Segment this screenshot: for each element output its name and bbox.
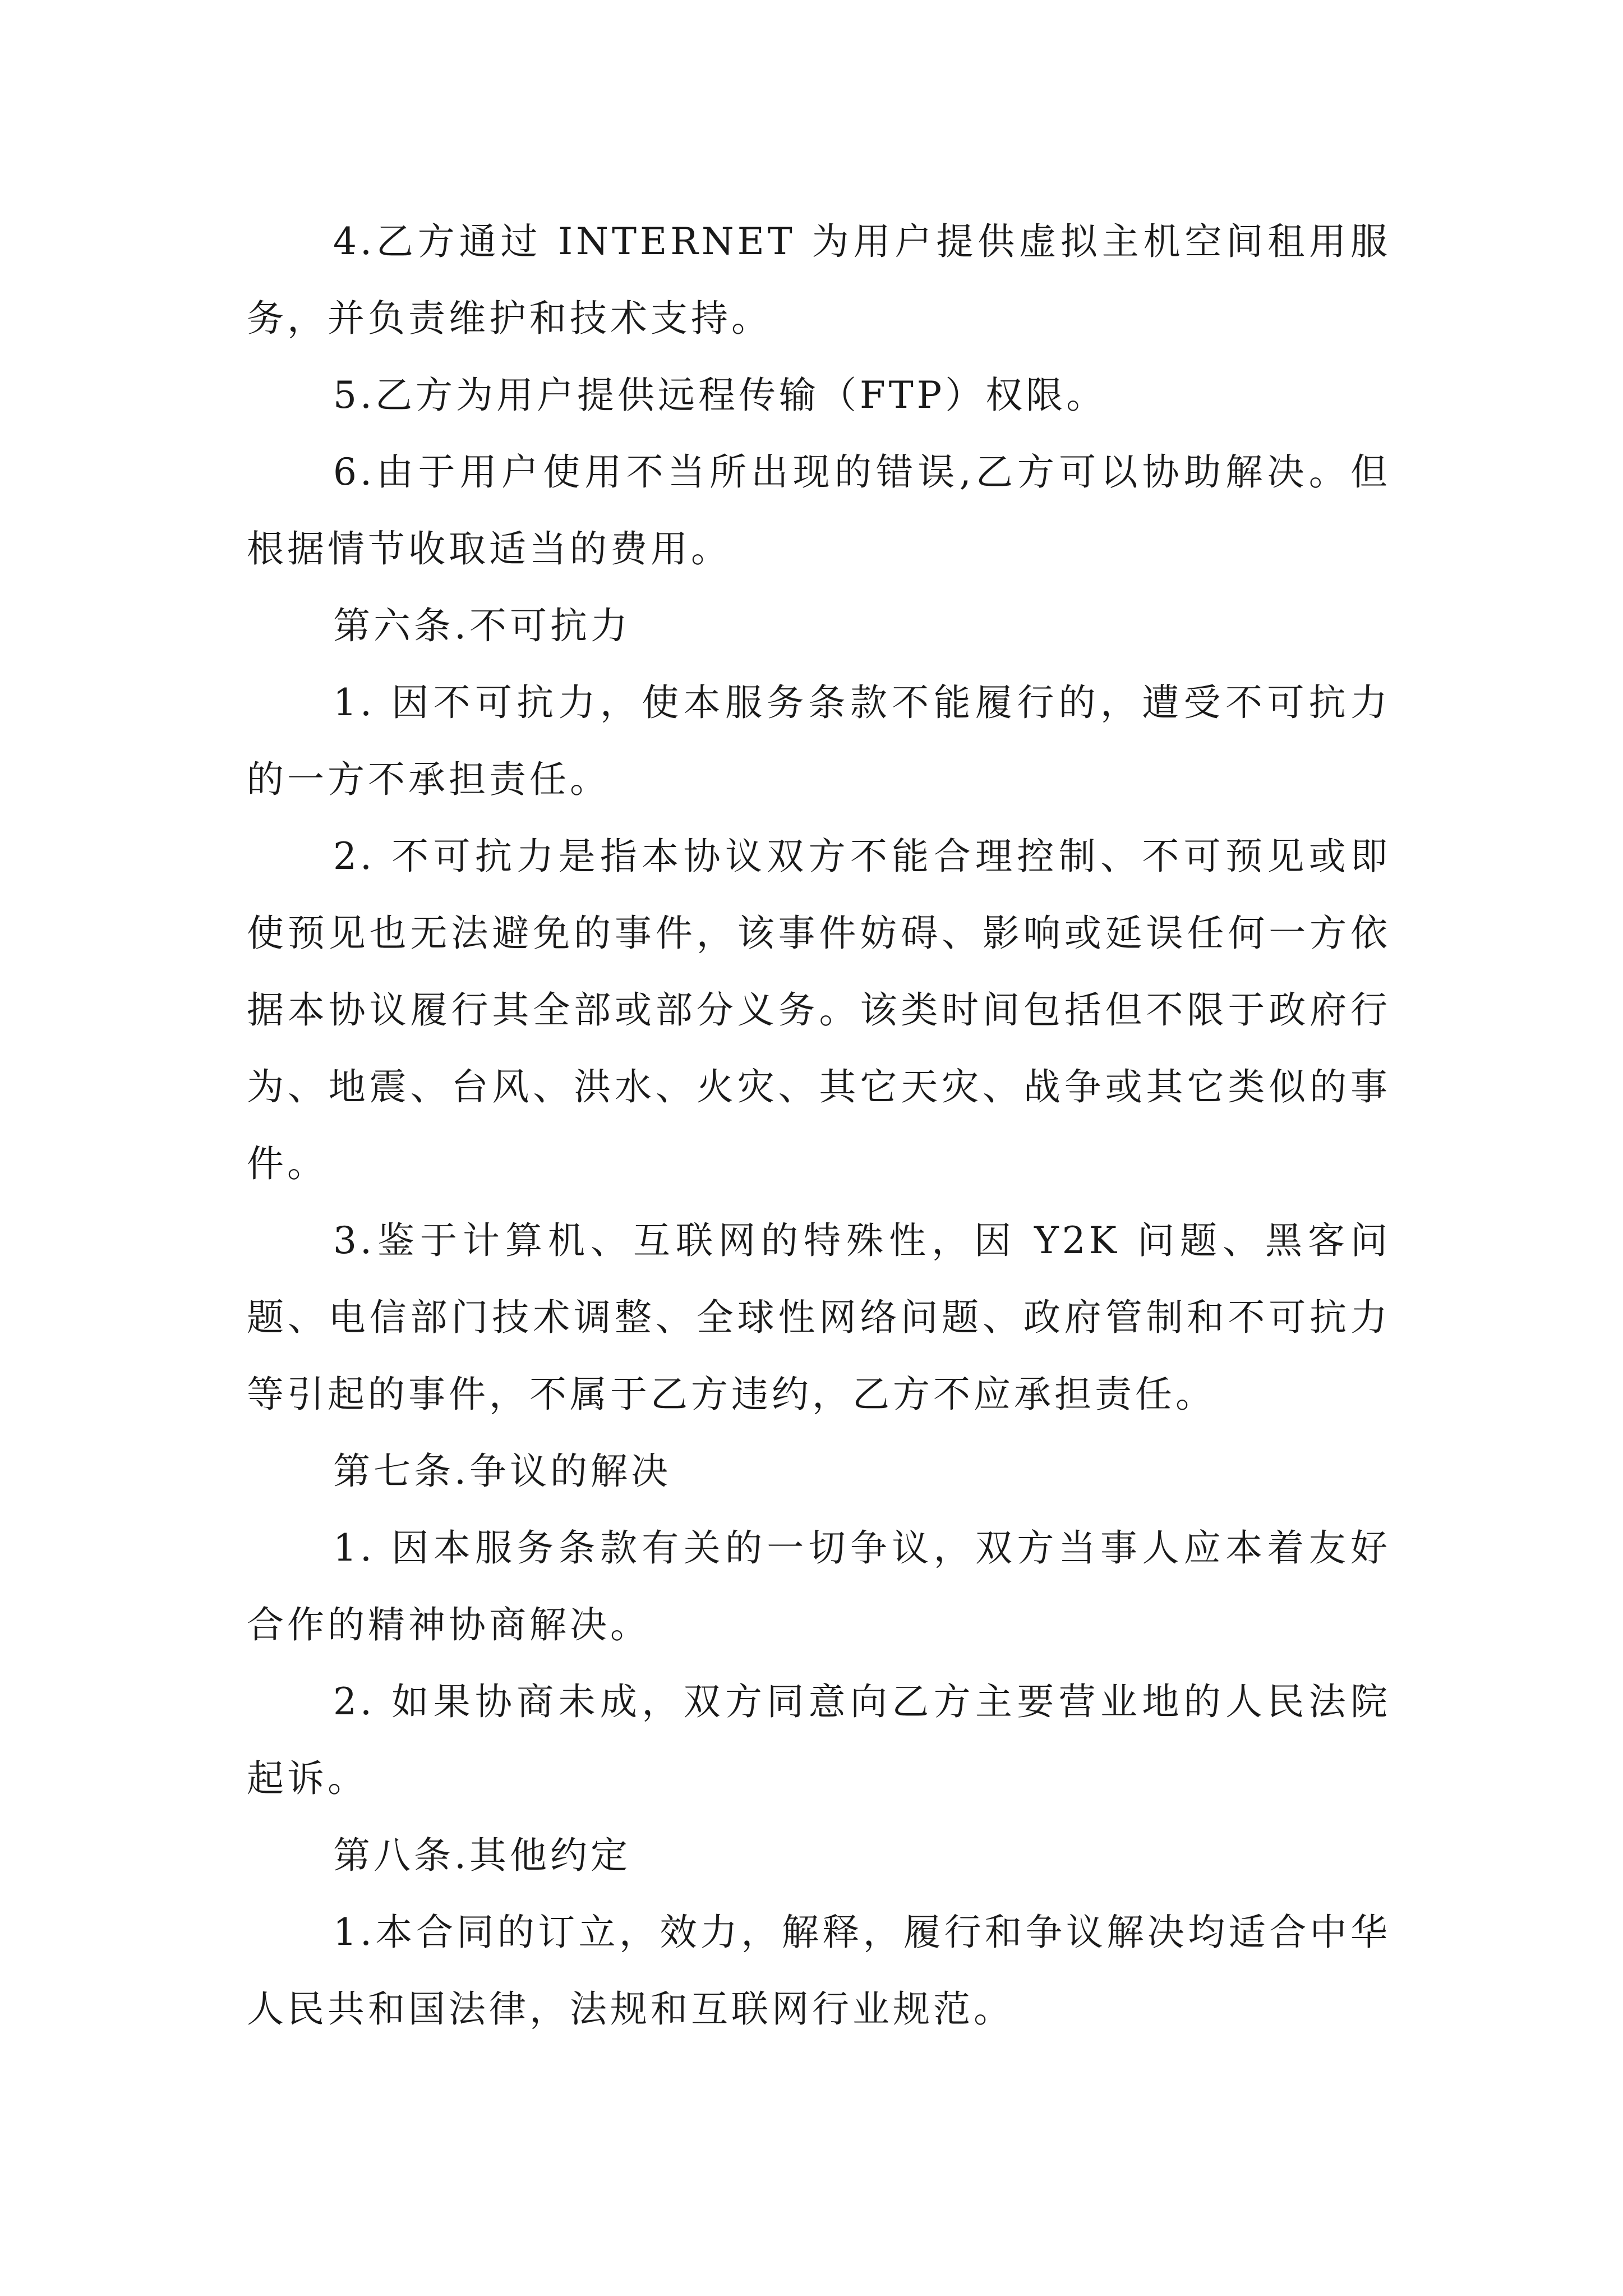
- dispute-clause-1: 1. 因本服务条款有关的一切争议，双方当事人应本着友好合作的精神协商解决。: [247, 1526, 1391, 1646]
- other-terms-clause-1: 1.本合同的订立，效力，解释，履行和争议解决均适合中华人民共和国法律，法规和互联网行业规范。: [247, 1911, 1391, 2031]
- dispute-clause-2: 2. 如果协商未成，双方同意向乙方主要营业地的人民法院起诉。: [247, 1680, 1391, 1800]
- document-body: [247, 203, 1391, 2047]
- force-majeure-clause-3: 3.鉴于计算机、互联网的特殊性，因 Y2K 问题、黑客问题、电信部门技术调整、全球性网络问题、政府管制和不可抗力等引起的事件，不属于乙方违约，乙方不应承担责任。: [247, 1219, 1391, 1416]
- force-majeure-clause-1: 1. 因不可抗力，使本服务条款不能履行的，遭受不可抗力的一方不承担责任。: [247, 681, 1391, 801]
- clause-5-ftp-access: 5.乙方为用户提供远程传输（FTP）权限。: [333, 374, 1107, 417]
- section-heading-dispute-resolution: 第七条.争议的解决: [333, 1450, 671, 1493]
- force-majeure-clause-2: 2. 不可抗力是指本协议双方不能合理控制、不可预见或即使预见也无法避免的事件，该事件妨碍、影响或延误任何一方依据本协议履行其全部或部分义务。该类时间包括但不限于政府行为、地震、台风、洪水、火灾、其它天灾、战争或其它类似的事件。: [247, 835, 1391, 1185]
- section-heading-force-majeure: 第六条.不可抗力: [333, 604, 631, 647]
- clause-6-user-error: 6.由于用户使用不当所出现的错误,乙方可以协助解决。但根据情节收取适当的费用。: [247, 450, 1391, 570]
- clause-4-virtual-hosting: 4.乙方通过 INTERNET 为用户提供虚拟主机空间租用服务，并负责维护和技术支持。: [247, 220, 1391, 340]
- section-heading-other-terms: 第八条.其他约定: [333, 1834, 631, 1877]
